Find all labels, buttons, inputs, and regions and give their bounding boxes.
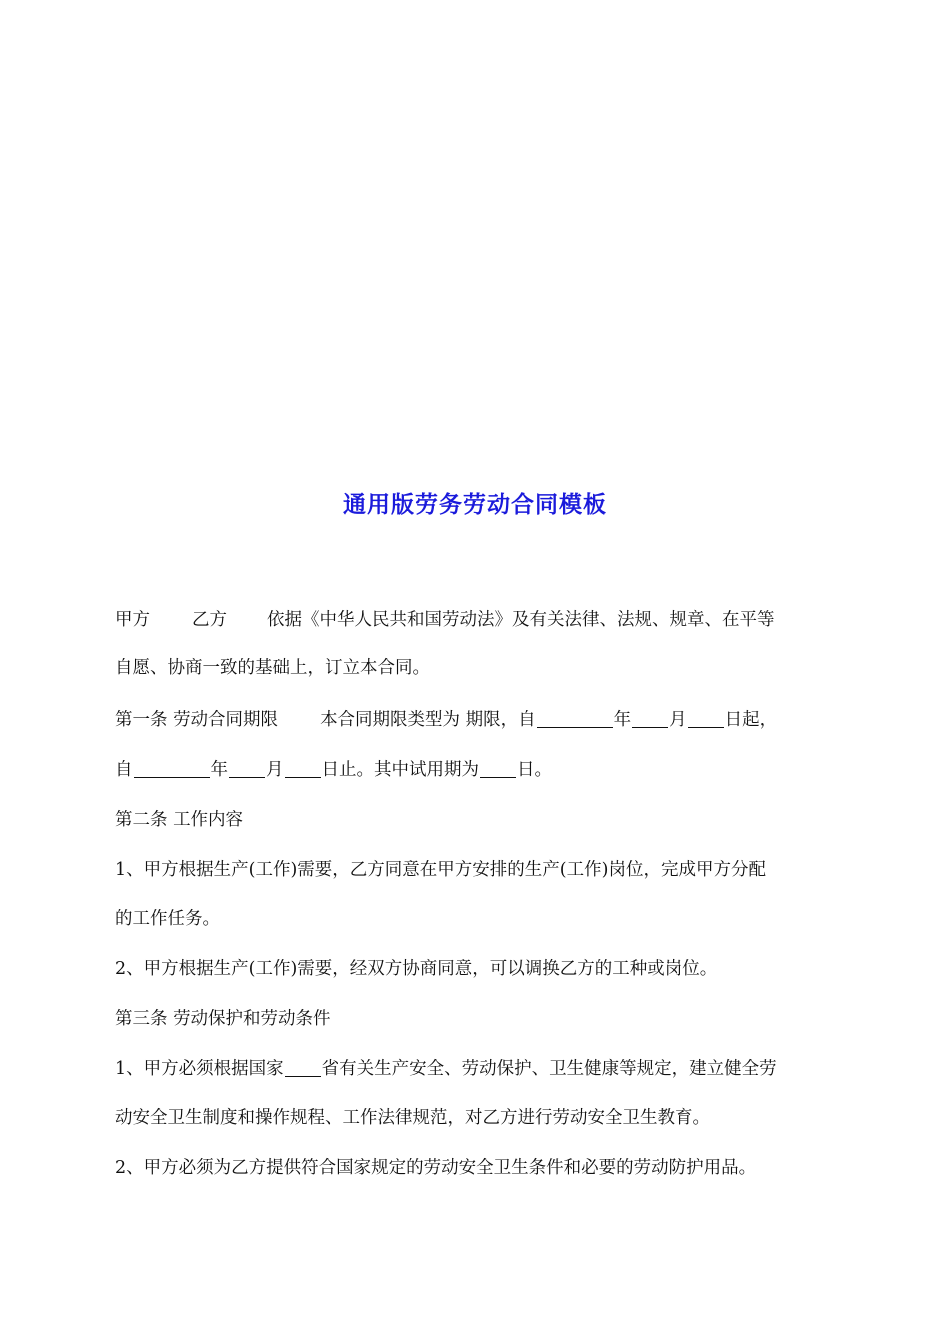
article1-heading: 第一条 劳动合同期限 — [115, 710, 279, 730]
province-blank[interactable] — [285, 1058, 321, 1077]
article3-item1-line-2: 动安全卫生制度和操作规程、工作法律规范，对乙方进行劳动安全卫生教育。 — [115, 1108, 710, 1128]
article1-line-1: 第一条 劳动合同期限 本合同期限类型为 期限，自 年 月 日起， — [115, 710, 778, 730]
end-day-blank[interactable] — [285, 759, 321, 778]
article2-item1-line-1: 1、甲方根据生产(工作)需要，乙方同意在甲方安排的生产(工作)岗位，完成甲方分配 — [115, 860, 766, 880]
intro-line-2: 自愿、协商一致的基础上，订立本合同。 — [115, 658, 430, 678]
start-month-blank[interactable] — [632, 709, 668, 728]
article3-heading: 第三条 劳动保护和劳动条件 — [115, 1009, 331, 1029]
end-month-blank[interactable] — [229, 759, 265, 778]
start-day-blank[interactable] — [688, 709, 724, 728]
intro-line-1 — [115, 608, 775, 632]
article1-line-2: 自 年 月 日止。其中试用期为 日。 — [115, 760, 552, 780]
article2-item2: 2、甲方根据生产(工作)需要，经双方协商同意，可以调换乙方的工种或岗位。 — [115, 959, 718, 979]
party-b-label: 乙方 — [192, 610, 227, 630]
article2-heading: 第二条 工作内容 — [115, 810, 244, 830]
intro-basis: 依据《中华人民共和国劳动法》及有关法律、法规、规章、在平等 — [267, 610, 775, 630]
article3-item2: 2、甲方必须为乙方提供符合国家规定的劳动安全卫生条件和必要的劳动防护用品。 — [115, 1158, 757, 1178]
probation-days-blank[interactable] — [480, 759, 516, 778]
start-year-blank[interactable] — [537, 709, 613, 728]
article3-item1-line-1: 1、甲方必须根据国家 省有关生产安全、劳动保护、卫生健康等规定，建立健全劳 — [115, 1059, 777, 1079]
document-title: 通用版劳务劳动合同模板 — [343, 491, 607, 518]
party-a-label: 甲方 — [115, 610, 150, 630]
article2-item1-line-2: 的工作任务。 — [115, 909, 220, 929]
article1-text: 本合同期限类型为 期限，自 — [320, 710, 536, 730]
end-year-blank[interactable] — [134, 759, 210, 778]
